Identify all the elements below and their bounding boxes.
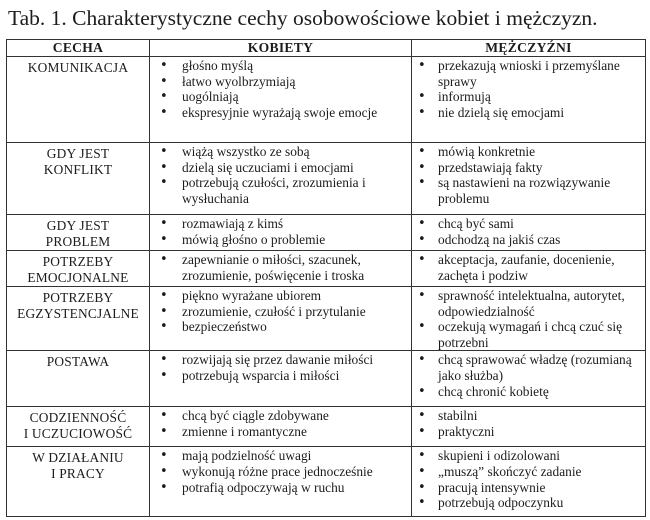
men-list xyxy=(412,58,645,120)
header-trait: CECHA xyxy=(7,40,150,57)
list-item: • łatwo wyolbrzymiają xyxy=(150,74,411,90)
list-item: • oczekują wymagań i chcą czuć się potrzebni xyxy=(412,319,645,350)
women-list xyxy=(150,216,411,247)
list-item: • potrafią odpoczywają w ruchu xyxy=(150,480,411,496)
table-row xyxy=(7,351,646,407)
list-item: • chcą sprawować władzę (rozumianą jako służba) xyxy=(412,352,645,383)
header-row xyxy=(7,40,646,57)
trait-label: KOMUNIKACJA xyxy=(27,60,129,75)
list-item: • chcą być ciągle zdobywane xyxy=(150,408,411,424)
list-item: • piękno wyrażane ubiorem xyxy=(150,288,411,304)
women-cell xyxy=(150,57,412,143)
men-list xyxy=(412,144,645,206)
table-row xyxy=(7,143,646,215)
list-item: • wiążą wszystko ze sobą xyxy=(150,144,411,160)
trait-cell xyxy=(7,215,150,251)
trait-label-line: KONFLIKT xyxy=(43,161,113,177)
men-cell xyxy=(412,251,646,287)
list-item: • mówią konkretnie xyxy=(412,144,645,160)
list-item: • zrozumienie, czułość i przytulanie xyxy=(150,304,411,320)
trait-label-line: POTRZEBY xyxy=(42,254,114,269)
trait-label-line: CODZIENNOŚĆ xyxy=(29,410,127,426)
men-cell xyxy=(412,287,646,351)
list-item: • skupieni i odizolowani xyxy=(412,448,645,464)
men-cell xyxy=(412,351,646,407)
men-cell xyxy=(412,143,646,215)
trait-label: POSTAWA xyxy=(46,354,110,370)
list-item: • pracują intensywnie xyxy=(412,480,645,496)
trait-cell xyxy=(7,143,150,215)
traits-table xyxy=(6,39,646,517)
trait-cell xyxy=(7,351,150,407)
women-list xyxy=(150,408,411,439)
list-item: • stabilni xyxy=(412,408,645,424)
table-row xyxy=(7,407,646,447)
list-item: • przekazują wnioski i przemyślane sprawy xyxy=(412,58,645,89)
trait-cell xyxy=(7,251,150,287)
women-cell xyxy=(150,287,412,351)
list-item: • głośno myślą xyxy=(150,58,411,74)
table-row xyxy=(7,447,646,517)
list-item: • mają podzielność uwagi xyxy=(150,448,411,464)
women-cell xyxy=(150,407,412,447)
list-item: • wykonują różne prace jednocześnie xyxy=(150,464,411,480)
list-item: • mówią głośno o problemie xyxy=(150,232,411,248)
trait-cell xyxy=(7,287,150,351)
list-item: • nie dzielą się emocjami xyxy=(412,105,645,121)
list-item: • sprawność intelektualna, autorytet, odpowiedzialność xyxy=(412,288,645,319)
table-row xyxy=(7,287,646,351)
list-item: • ekspresyjnie wyrażają swoje emocje xyxy=(150,105,411,121)
trait-label-line: W DZIAŁANIU xyxy=(32,450,124,466)
women-list xyxy=(150,352,411,383)
trait-label-line: GDY JEST xyxy=(46,218,110,233)
men-list xyxy=(412,408,645,439)
list-item: • rozmawiają z kimś xyxy=(150,216,411,232)
women-list xyxy=(150,144,411,206)
men-list xyxy=(412,252,645,283)
men-list xyxy=(412,352,645,399)
trait-label-line: GDY JEST xyxy=(46,146,110,161)
men-cell xyxy=(412,57,646,143)
women-list xyxy=(150,288,411,335)
list-item: • bezpieczeństwo xyxy=(150,319,411,335)
list-item: • zapewnianie o miłości, szacunek, zrozumienie, poświęcenie i troska xyxy=(150,252,411,283)
women-list xyxy=(150,448,411,495)
men-list xyxy=(412,448,645,510)
list-item: • chcą być sami xyxy=(412,216,645,232)
women-list xyxy=(150,58,411,120)
table-row xyxy=(7,57,646,143)
women-list xyxy=(150,252,411,283)
header-women: KOBIETY xyxy=(150,40,412,57)
list-item: • chcą chronić kobietę xyxy=(412,384,645,400)
trait-cell xyxy=(7,407,150,447)
women-cell xyxy=(150,215,412,251)
table-row xyxy=(7,251,646,287)
trait-label-line: I UCZUCIOWOŚĆ xyxy=(23,425,133,441)
list-item: • potrzebują wsparcia i miłości xyxy=(150,368,411,384)
list-item: • potrzebują odpoczynku xyxy=(412,495,645,511)
header-men: MĘŻCZYŹNI xyxy=(412,40,646,57)
trait-cell xyxy=(7,447,150,517)
women-cell xyxy=(150,351,412,407)
table-row xyxy=(7,215,646,251)
list-item: • „muszą” skończyć zadanie xyxy=(412,464,645,480)
women-cell xyxy=(150,143,412,215)
list-item: • rozwijają się przez dawanie miłości xyxy=(150,352,411,368)
trait-label-line: PROBLEM xyxy=(45,233,111,249)
list-item: • przedstawiają fakty xyxy=(412,160,645,176)
list-item: • dzielą się uczuciami i emocjami xyxy=(150,160,411,176)
trait-label-line: EGZYSTENCJALNE xyxy=(17,305,139,321)
list-item: • zmienne i romantyczne xyxy=(150,424,411,440)
trait-cell xyxy=(7,57,150,143)
men-cell xyxy=(412,215,646,251)
list-item: • są nastawieni na rozwiązywanie problemu xyxy=(412,175,645,206)
list-item: • praktyczni xyxy=(412,424,645,440)
list-item: • uogólniają xyxy=(150,89,411,105)
trait-label-line: I PRACY xyxy=(51,465,105,481)
men-list xyxy=(412,288,645,350)
women-cell xyxy=(150,251,412,287)
table-caption: Tab. 1. Charakterystyczne cechy osobowościowe kobiet i mężczyzn. xyxy=(8,6,598,30)
list-item: • potrzebują czułości, zrozumienia i wysłuchania xyxy=(150,175,411,206)
list-item: • odchodzą na jakiś czas xyxy=(412,232,645,248)
women-cell xyxy=(150,447,412,517)
men-cell xyxy=(412,407,646,447)
trait-label-line: POTRZEBY xyxy=(42,290,114,305)
men-list xyxy=(412,216,645,247)
list-item: • informują xyxy=(412,89,645,105)
men-cell xyxy=(412,447,646,517)
list-item: • akceptacja, zaufanie, docenienie, zachęta i podziw xyxy=(412,252,645,283)
trait-label-line: EMOCJONALNE xyxy=(27,269,129,285)
